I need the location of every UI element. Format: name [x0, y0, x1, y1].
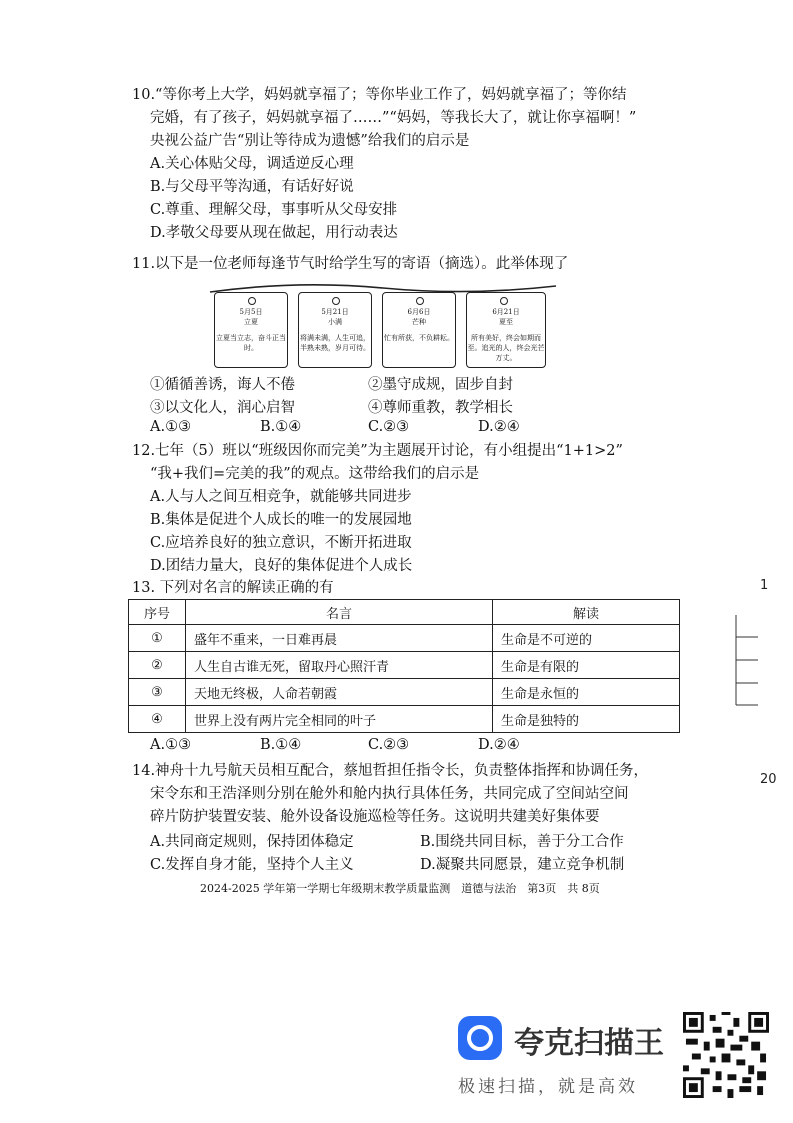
page-footer: 2024-2025 学年第一学期七年级期末教学质量监测 道德与法治 第3页 共 8页	[200, 882, 600, 895]
question-12	[132, 440, 692, 578]
q12-option-b: B.集体是促进个人成长的唯一的发展园地	[150, 512, 412, 528]
q12-option-d: D.团结力量大，良好的集体促进个人成长	[150, 558, 413, 574]
table-row: ② 人生自古谁无死，留取丹心照汗青 生命是有限的	[129, 652, 680, 679]
tag-xiaoman: 5月21日 小满 将满未满，人生可追，半熟未熟，岁月可待。	[298, 292, 372, 368]
table-header-row	[129, 600, 680, 625]
q14-line1: 14.神舟十九号航天员相互配合，蔡旭哲担任指令长，负责整体指挥和协调任务，	[132, 763, 649, 779]
question-13-stem	[132, 577, 692, 600]
q10-option-b: B.与父母平等沟通，有话好好说	[150, 179, 354, 195]
q11-item-3: ③以文化人，润心启智	[150, 400, 295, 416]
q13-choice-d: D.②④	[478, 737, 520, 753]
edge-mark-20: 20	[760, 772, 777, 787]
question-11-stem	[132, 253, 692, 276]
q10-option-a: A.关心体贴父母，调适逆反心理	[150, 156, 354, 172]
q14-line2: 宋令东和王浩泽则分别在舱外和舱内执行具体任务，共同完成了空间站空间	[150, 786, 629, 802]
question-10	[132, 84, 692, 245]
q11-choice-a: A.①③	[150, 419, 192, 435]
quark-logo-icon	[458, 1016, 502, 1060]
q10-option-d: D.孝敬父母要从现在做起，用行动表达	[150, 225, 398, 241]
q12-line2: “我+我们=完美的我”的观点。这带给我们的启示是	[150, 466, 480, 482]
tag-lixia: 5月5日 立夏 立夏当立志，奋斗正当时。	[214, 292, 288, 368]
q13-choice-c: C.②③	[368, 737, 410, 753]
question-14	[132, 760, 692, 829]
q10-line3: 央视公益广告“别让等待成为遗憾”给我们的启示是	[150, 133, 470, 149]
header-index: 序号	[129, 600, 186, 625]
q11-item-1: ①循循善诱，诲人不倦	[150, 377, 295, 393]
q12-line1: 12.七年（5）班以“班级因你而完美”为主题展开讨论，有小组提出“1+1>2”	[132, 443, 623, 459]
q10-line1: 10.“等你考上大学，妈妈就享福了；等你毕业工作了，妈妈就享福了；等你结	[132, 87, 627, 103]
edge-mark-1: 1	[760, 578, 769, 593]
tag-xiazhi: 6月21日 夏至 所有美好，终会如期而至。追光的人，终会光芒万丈。	[466, 292, 546, 368]
q13-choice-b: B.①④	[260, 737, 302, 753]
tag-hole-icon	[500, 297, 508, 305]
q11-item-2: ②墨守成规，固步自封	[368, 377, 513, 393]
q11-choice-c: C.②③	[368, 419, 410, 435]
q10-line2: 完婚，有了孩子，妈妈就享福了……”“妈妈，等我长大了，就让你享福啊！”	[150, 110, 637, 126]
q11-choice-b: B.①④	[260, 419, 302, 435]
q14-option-b: B.围绕共同目标，善于分工合作	[420, 834, 624, 850]
q11-choice-d: D.②④	[478, 419, 520, 435]
tag-mangzhong: 6月6日 芒种 忙有所获，不负耕耘。	[382, 292, 456, 368]
q13-choice-a: A.①③	[150, 737, 192, 753]
tag-hole-icon	[248, 297, 256, 305]
quote-table	[128, 599, 680, 733]
header-quote: 名言	[186, 600, 493, 625]
table-row: ① 盛年不重来，一日难再晨 生命是不可逆的	[129, 625, 680, 652]
q14-option-a: A.共同商定规则，保持团体稳定	[150, 834, 354, 850]
q13-stem: 13. 下列对名言的解读正确的有	[132, 580, 334, 596]
q14-option-d: D.凝聚共同愿景，建立竞争机制	[420, 857, 625, 873]
q12-option-a: A.人与人之间互相竞争，就能够共同进步	[150, 489, 412, 505]
scanner-watermark	[452, 1012, 682, 1102]
tag-hole-icon	[416, 297, 424, 305]
solar-term-tags-illustration	[208, 278, 558, 373]
header-interpretation: 解读	[493, 600, 680, 625]
brand-name: 夸克扫描王	[514, 1026, 664, 1061]
brand-slogan: 极速扫描，就是高效	[458, 1077, 638, 1097]
tag-hole-icon	[332, 297, 340, 305]
qr-code-icon	[683, 1012, 769, 1098]
q14-line3: 碎片防护装置安装、舱外设备设施巡检等任务。这说明共建美好集体要	[150, 809, 600, 825]
q11-stem: 11.以下是一位老师每逢节气时给学生写的寄语（摘选）。此举体现了	[132, 256, 569, 272]
table-row: ④ 世界上没有两片完全相同的叶子 生命是独特的	[129, 706, 680, 733]
table-row: ③ 天地无终极，人命若朝霞 生命是永恒的	[129, 679, 680, 706]
q12-option-c: C.应培养良好的独立意识，不断开拓进取	[150, 535, 412, 551]
q14-option-c: C.发挥自身才能，坚持个人主义	[150, 857, 354, 873]
q11-item-4: ④尊师重教，教学相长	[368, 400, 513, 416]
edge-table-fragment	[728, 615, 788, 710]
q10-option-c: C.尊重、理解父母，事事听从父母安排	[150, 202, 398, 218]
